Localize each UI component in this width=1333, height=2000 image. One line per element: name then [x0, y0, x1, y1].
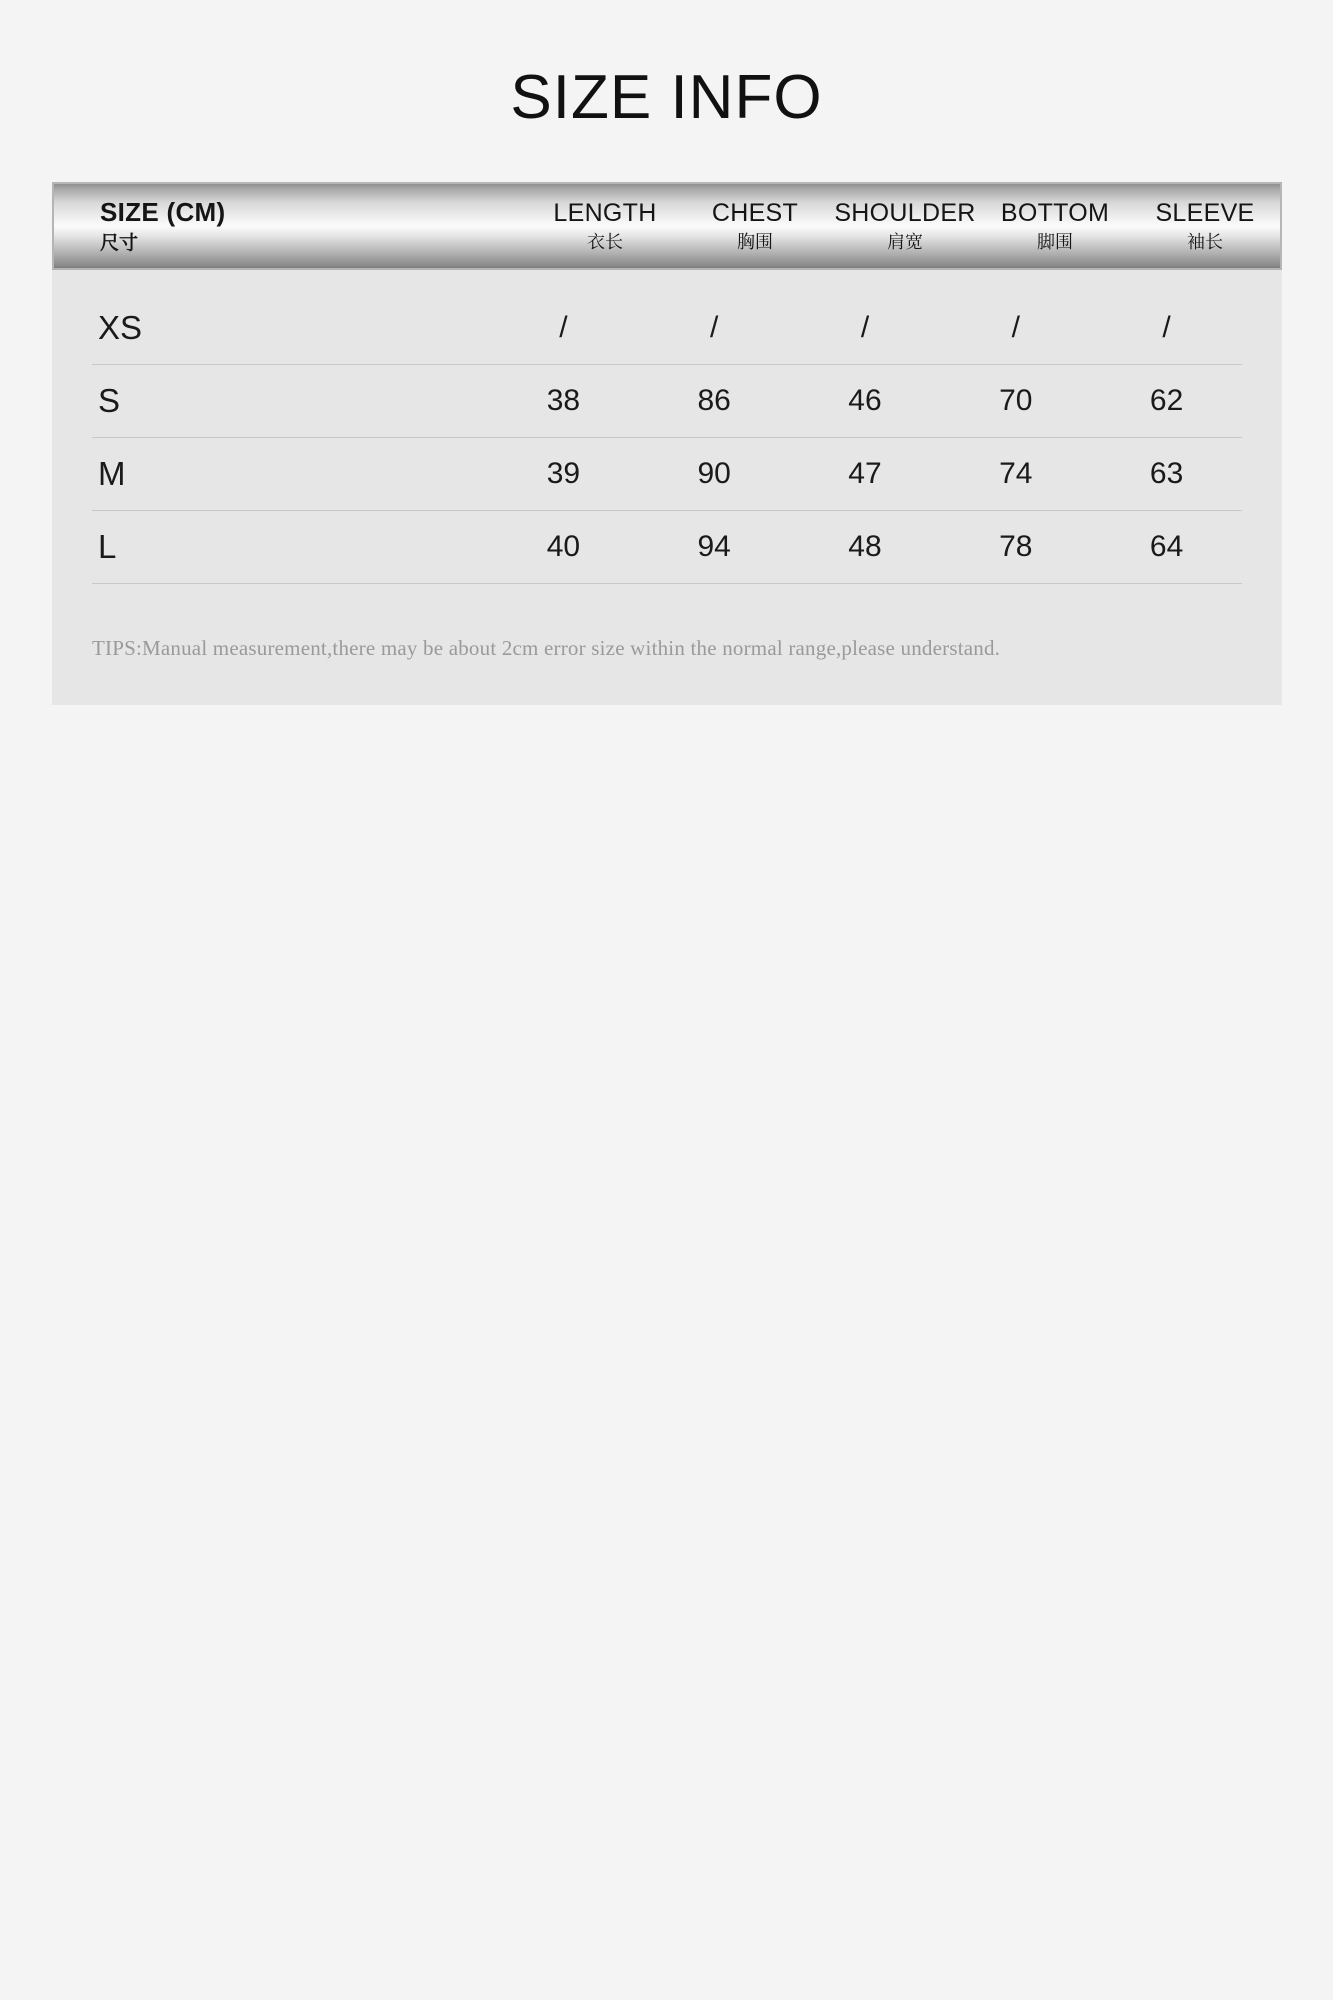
page-title: SIZE INFO [510, 63, 823, 132]
cell-length: / [559, 311, 568, 344]
table-header-row [52, 182, 1282, 270]
cell-sleeve: 64 [1149, 530, 1184, 563]
cell-size: L [98, 528, 117, 565]
table-header-sleeve-en: SLEEVE [1155, 199, 1255, 228]
cell-sleeve: 63 [1149, 457, 1184, 490]
cell-shoulder: / [860, 311, 870, 344]
table-row [92, 292, 1242, 365]
table-body [52, 292, 1282, 705]
table-header-length-cn: 衣长 [587, 231, 623, 252]
table-header-length [530, 198, 680, 253]
cell-bottom: / [1011, 311, 1020, 344]
table-row [92, 438, 1242, 511]
table-header-sleeve-cn: 袖长 [1187, 231, 1223, 252]
cell-length: 38 [546, 384, 581, 417]
cell-bottom: 74 [999, 457, 1033, 490]
table-header-length-en: LENGTH [553, 199, 657, 228]
table-row [92, 365, 1242, 438]
table-header-bottom-cn: 脚围 [1037, 231, 1073, 252]
cell-size: M [98, 455, 126, 492]
table-header-chest-en: CHEST [711, 199, 799, 228]
cell-bottom: 78 [999, 530, 1033, 563]
table-header-size [54, 197, 530, 255]
measurement-tips: TIPS:Manual measurement,there may be about 2cm error size within the normal range,please understand. [92, 636, 1001, 660]
cell-length: 39 [546, 457, 581, 490]
cell-sleeve: 62 [1149, 384, 1184, 417]
cell-length: 40 [546, 530, 581, 563]
table-header-chest-cn: 胸围 [737, 231, 773, 252]
table-header-size-cn: 尺寸 [100, 232, 139, 254]
cell-size: S [98, 382, 121, 419]
cell-chest: 90 [697, 457, 731, 490]
table-header-bottom-en: BOTTOM [1000, 199, 1110, 228]
cell-shoulder: 48 [848, 530, 882, 563]
table-header-chest [680, 198, 830, 253]
cell-shoulder: 47 [848, 457, 882, 490]
cell-chest: / [710, 311, 719, 344]
cell-sleeve: / [1162, 311, 1171, 344]
size-table [52, 182, 1282, 705]
table-header-shoulder-cn: 肩宽 [887, 231, 923, 252]
cell-chest: 94 [697, 530, 731, 563]
table-header-size-en: SIZE (CM) [100, 197, 226, 228]
cell-shoulder: 46 [848, 384, 882, 417]
cell-chest: 86 [697, 384, 731, 417]
table-header-shoulder [830, 198, 980, 253]
table-row [92, 511, 1242, 584]
cell-size: XS [98, 309, 143, 346]
table-header-sleeve [1130, 198, 1280, 253]
table-header-bottom [980, 198, 1130, 253]
table-header-shoulder-en: SHOULDER [834, 199, 976, 228]
cell-bottom: 70 [999, 384, 1033, 417]
